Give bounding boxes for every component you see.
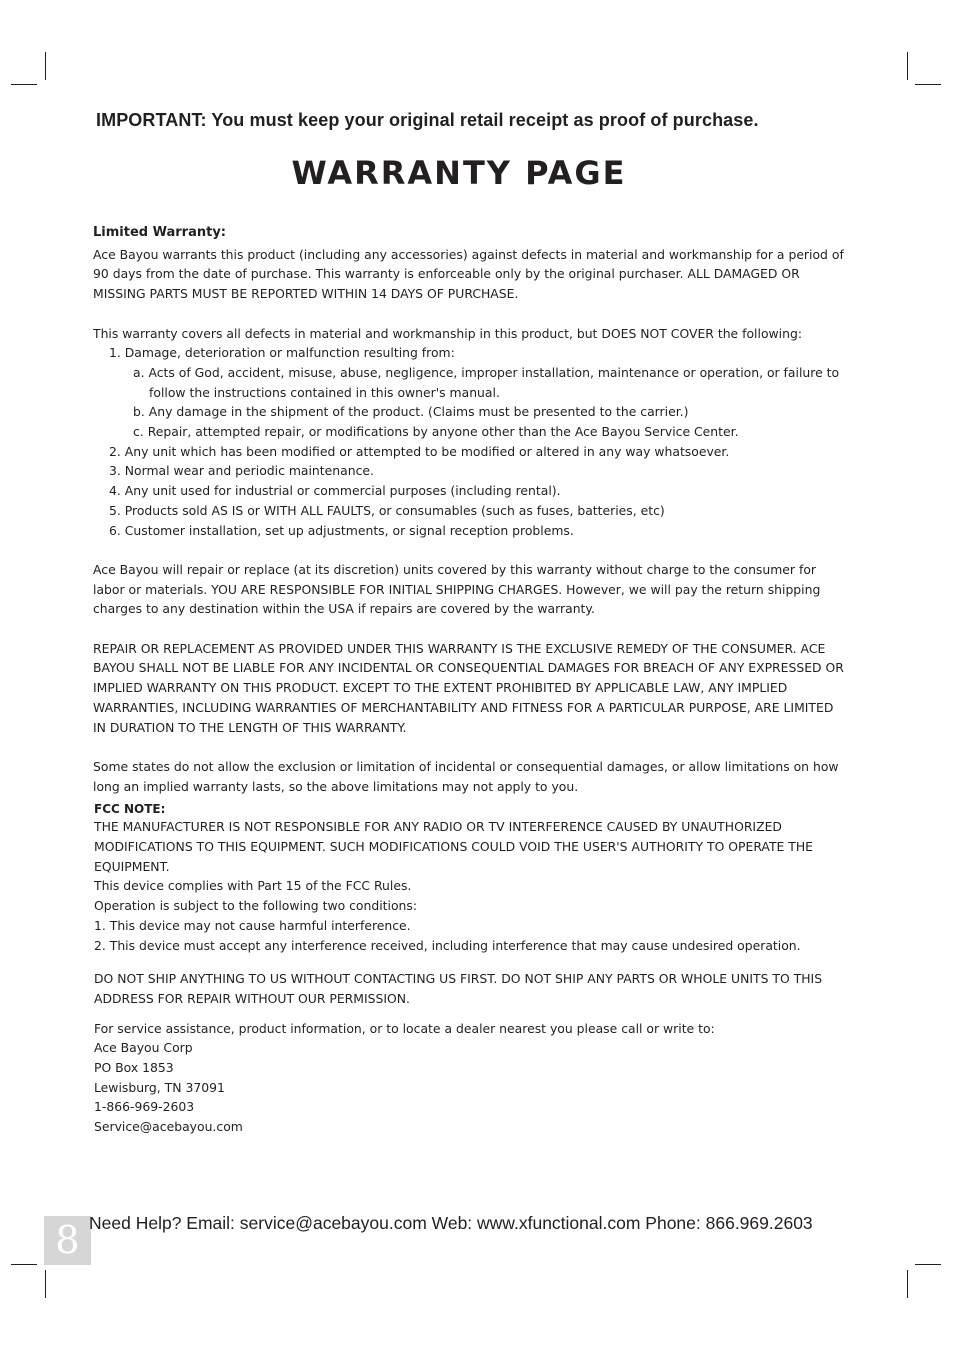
remedy-line: IN DURATION TO THE LENGTH OF THIS WARRANTY. (93, 719, 407, 735)
coverage-subitem: b. Any damage in the shipment of the product. (Claims must be presented to the carrier.) (133, 404, 689, 420)
contact-email: Service@acebayou.com (94, 1119, 243, 1135)
coverage-item: 6. Customer installation, set up adjustments, or signal reception problems. (109, 522, 574, 538)
fcc-heading: FCC NOTE: (94, 802, 166, 817)
coverage-item: 2. Any unit which has been modified or attempted to be modified or altered in any way whatsoever. (109, 443, 730, 459)
crop-mark (45, 52, 46, 80)
coverage-intro: This warranty covers all defects in material and workmanship in this product, but DOES NOT COVER the following: (93, 325, 802, 341)
important-notice: IMPORTANT: You must keep your original retail receipt as proof of purchase. (96, 110, 759, 130)
fcc-line: THE MANUFACTURER IS NOT RESPONSIBLE FOR ANY RADIO OR TV INTERFERENCE CAUSED BY UNAUTHORIZED (94, 819, 782, 835)
fcc-line: MODIFICATIONS TO THIS EQUIPMENT. SUCH MODIFICATIONS COULD VOID THE USER'S AUTHORITY TO OPERATE THE (94, 839, 813, 855)
repair-line: Ace Bayou will repair or replace (at its discretion) units covered by this warranty without charge to the consumer for (93, 561, 816, 577)
states-line: long an implied warranty lasts, so the above limitations may not apply to you. (93, 778, 579, 794)
remedy-line: REPAIR OR REPLACEMENT AS PROVIDED UNDER THIS WARRANTY IS THE EXCLUSIVE REMEDY OF THE CONSUMER. ACE (93, 640, 826, 656)
coverage-subitem: c. Repair, attempted repair, or modifications by anyone other than the Ace Bayou Service Center. (133, 424, 739, 440)
shipping-notice-line: ADDRESS FOR REPAIR WITHOUT OUR PERMISSION. (94, 990, 410, 1006)
footer-help: Need Help? Email: service@acebayou.com Web: www.xfunctional.com Phone: 866.969.2603 (89, 1213, 813, 1233)
crop-mark (907, 52, 908, 80)
contact-phone: 1-866-969-2603 (94, 1099, 195, 1115)
page-number: 8 (44, 1216, 91, 1265)
remedy-line: BAYOU SHALL NOT BE LIABLE FOR ANY INCIDENTAL OR CONSEQUENTIAL DAMAGES FOR BREACH OF ANY EXPRESSED OR (93, 660, 844, 676)
coverage-item: 4. Any unit used for industrial or commercial purposes (including rental). (109, 483, 561, 499)
crop-mark (915, 1264, 941, 1265)
remedy-line: WARRANTIES, INCLUDING WARRANTIES OF MERCHANTABILITY AND FITNESS FOR A PARTICULAR PURPOSE, ARE LIMITED (93, 699, 834, 715)
fcc-line: This device complies with Part 15 of the FCC Rules. (94, 878, 412, 894)
states-line: Some states do not allow the exclusion or limitation of incidental or consequential damages, or allow limitations on how (93, 758, 839, 774)
limited-warranty-line: 90 days from the date of purchase. This warranty is enforceable only by the original purchaser. ALL DAMAGED OR (93, 266, 800, 282)
crop-mark (907, 1270, 908, 1298)
coverage-item: 1. Damage, deterioration or malfunction resulting from: (109, 345, 455, 361)
contact-company: Ace Bayou Corp (94, 1040, 193, 1056)
fcc-line: Operation is subject to the following two conditions: (94, 898, 418, 914)
crop-mark (11, 1264, 37, 1265)
fcc-line: 2. This device must accept any interference received, including interference that may cause undesired operation. (94, 937, 801, 953)
warranty-body (93, 223, 863, 1137)
crop-mark (45, 1270, 46, 1298)
fcc-line: EQUIPMENT. (94, 858, 170, 874)
contact-city: Lewisburg, TN 37091 (94, 1079, 225, 1095)
page-title: WARRANTY PAGE (291, 154, 627, 192)
limited-warranty-heading: Limited Warranty: (93, 225, 226, 240)
crop-mark (11, 84, 37, 85)
limited-warranty-line: Ace Bayou warrants this product (including any accessories) against defects in material and workmanship for a period of (93, 246, 844, 262)
coverage-item: 3. Normal wear and periodic maintenance. (109, 463, 374, 479)
coverage-item: 5. Products sold AS IS or WITH ALL FAULTS, or consumables (such as fuses, batteries, etc) (109, 502, 665, 518)
crop-mark (915, 84, 941, 85)
repair-line: labor or materials. YOU ARE RESPONSIBLE FOR INITIAL SHIPPING CHARGES. However, we will pay the return shipping (93, 581, 821, 597)
fcc-line: 1. This device may not cause harmful interference. (94, 917, 411, 933)
contact-po-box: PO Box 1853 (94, 1060, 174, 1076)
limited-warranty-line: MISSING PARTS MUST BE REPORTED WITHIN 14 DAYS OF PURCHASE. (93, 286, 519, 302)
coverage-subitem: a. Acts of God, accident, misuse, abuse, negligence, improper installation, maintenance or operation, or failure to follow the instructions contained in this owner's manual. (133, 364, 840, 400)
repair-line: charges to any destination within the USA if repairs are covered by the warranty. (93, 601, 595, 617)
shipping-notice-line: DO NOT SHIP ANYTHING TO US WITHOUT CONTACTING US FIRST. DO NOT SHIP ANY PARTS OR WHOLE UNITS TO THIS (94, 971, 823, 987)
contact-intro: For service assistance, product information, or to locate a dealer nearest you please call or write to: (94, 1020, 715, 1036)
remedy-line: IMPLIED WARRANTY ON THIS PRODUCT. EXCEPT TO THE EXTENT PROHIBITED BY APPLICABLE LAW, ANY IMPLIED (93, 680, 788, 696)
